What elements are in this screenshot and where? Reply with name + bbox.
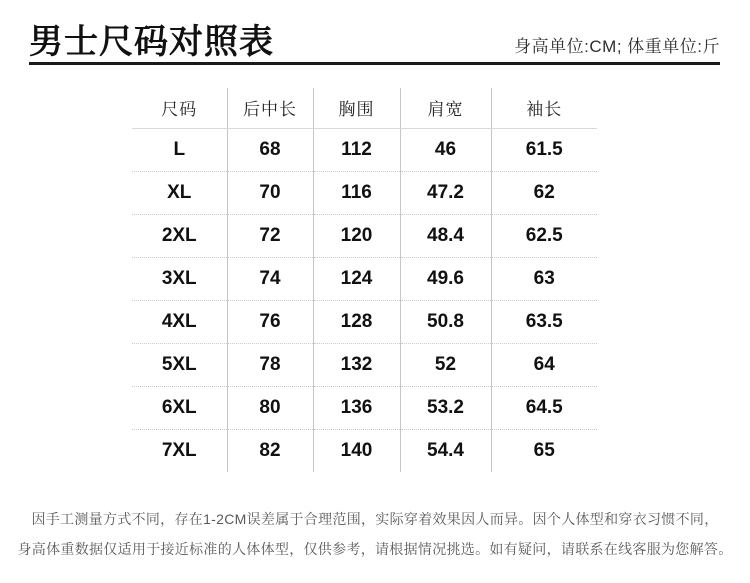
footnote-line-1: 因手工测量方式不同，存在1-2CM误差属于合理范围，实际穿着效果因人而异。因个人体型和穿衣习惯不同， xyxy=(31,511,719,527)
value-cell: 124 xyxy=(313,257,400,300)
size-cell: L xyxy=(132,128,227,171)
footnote-line-2: 身高体重数据仅适用于接近标准的人体体型，仅供参考，请根据情况挑选。如有疑问，请联系在线客服为您解答。 xyxy=(17,541,733,557)
size-cell: 4XL xyxy=(132,300,227,343)
value-cell: 140 xyxy=(313,429,400,472)
value-cell: 46 xyxy=(400,128,491,171)
column-header: 尺码 xyxy=(132,88,227,128)
table-row xyxy=(132,300,597,343)
size-cell: XL xyxy=(132,171,227,214)
value-cell: 54.4 xyxy=(400,429,491,472)
table-row xyxy=(132,214,597,257)
size-cell: 6XL xyxy=(132,386,227,429)
value-cell: 62 xyxy=(491,171,597,214)
size-table-body xyxy=(132,128,597,472)
size-cell: 7XL xyxy=(132,429,227,472)
size-cell: 5XL xyxy=(132,343,227,386)
size-table-container xyxy=(132,88,750,472)
page-header xyxy=(29,0,720,65)
value-cell: 82 xyxy=(227,429,313,472)
table-row xyxy=(132,257,597,300)
table-row xyxy=(132,171,597,214)
size-cell: 3XL xyxy=(132,257,227,300)
unit-note: 身高单位:CM; 体重单位:斤 xyxy=(514,37,720,56)
page-title: 男士尺码对照表 xyxy=(29,23,274,61)
value-cell: 65 xyxy=(533,439,555,461)
value-cell: 120 xyxy=(313,214,400,257)
value-cell: 116 xyxy=(313,171,400,214)
column-header: 胸围 xyxy=(313,88,400,128)
table-row xyxy=(132,343,597,386)
size-cell: 2XL xyxy=(132,214,227,257)
value-cell: 68 xyxy=(227,128,313,171)
value-cell: 47.2 xyxy=(400,171,491,214)
value-cell: 61.5 xyxy=(491,128,597,171)
value-cell: 49.6 xyxy=(400,257,491,300)
value-cell: 132 xyxy=(313,343,400,386)
value-cell: 72 xyxy=(227,214,313,257)
value-cell: 50.8 xyxy=(400,300,491,343)
size-table-head-row xyxy=(132,88,597,128)
value-cell: 80 xyxy=(227,386,313,429)
value-cell: 136 xyxy=(313,386,400,429)
column-header: 袖长 xyxy=(491,88,597,128)
value-cell: 53.2 xyxy=(400,386,491,429)
value-cell: 128 xyxy=(313,300,400,343)
value-cell: 48.4 xyxy=(400,214,491,257)
size-table-head xyxy=(132,88,597,128)
value-cell: 70 xyxy=(227,171,313,214)
value-cell: 64 xyxy=(491,343,597,386)
value-cell: 76 xyxy=(227,300,313,343)
value-cell: 52 xyxy=(400,343,491,386)
column-header: 后中长 xyxy=(227,88,313,128)
value-cell: 62.5 xyxy=(491,214,597,257)
value-cell: 78 xyxy=(227,343,313,386)
column-header: 肩宽 xyxy=(400,88,491,128)
value-cell: 74 xyxy=(227,257,313,300)
table-row xyxy=(132,429,597,472)
table-row xyxy=(132,128,597,171)
value-cell: 63 xyxy=(491,257,597,300)
value-cell: 63.5 xyxy=(491,300,597,343)
footnote xyxy=(0,504,750,564)
table-row xyxy=(132,386,597,429)
value-cell: 64.5 xyxy=(491,386,597,429)
value-cell: 112 xyxy=(313,128,400,171)
size-table xyxy=(132,88,597,472)
